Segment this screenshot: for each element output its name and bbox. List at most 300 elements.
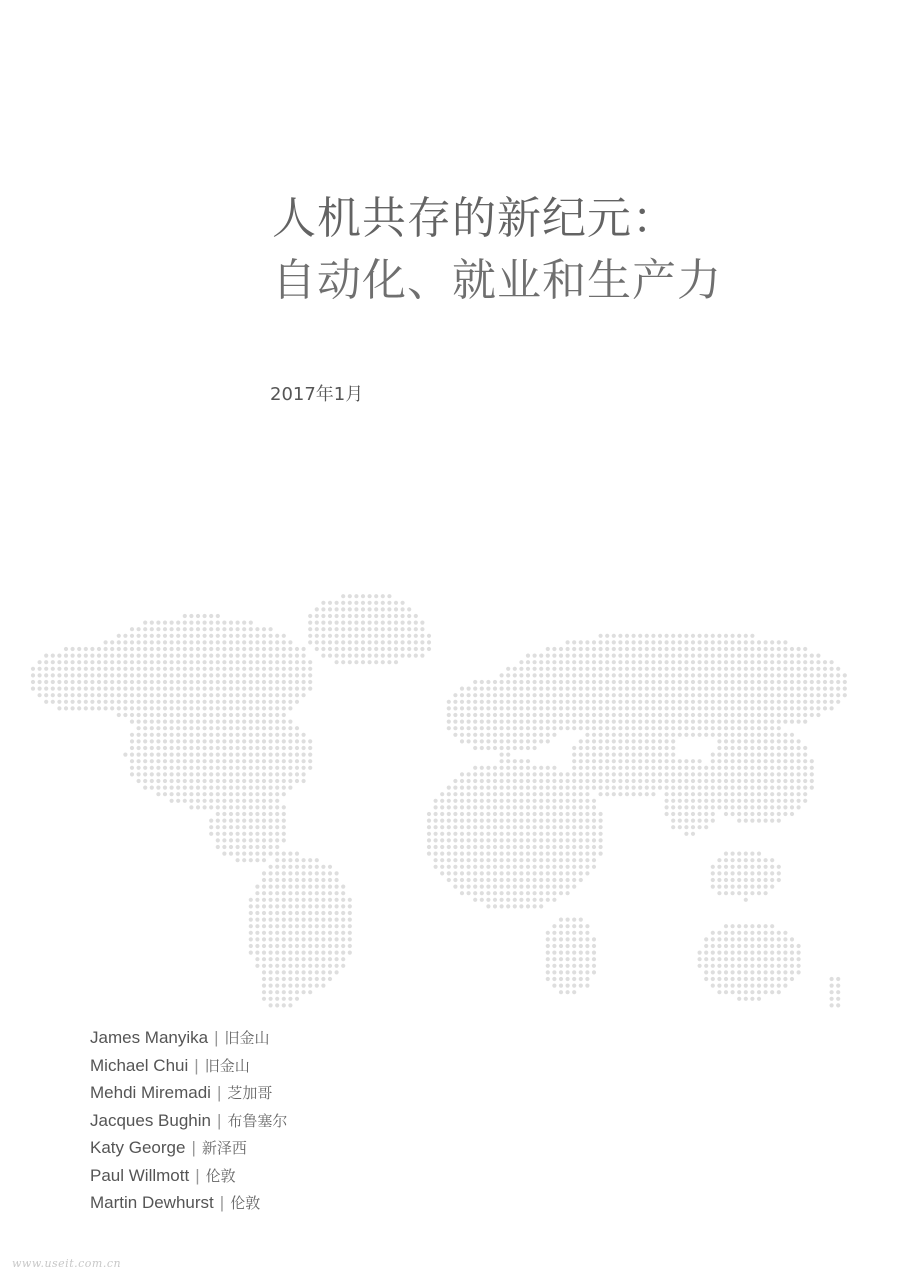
map-dot	[308, 858, 312, 862]
map-dot	[249, 825, 253, 829]
map-dot	[348, 594, 352, 598]
map-dot	[579, 766, 583, 770]
map-dot	[447, 700, 451, 704]
map-dot	[823, 667, 827, 671]
map-dot	[242, 693, 246, 697]
map-dot	[229, 640, 233, 644]
map-dot	[229, 852, 233, 856]
map-dot	[724, 792, 728, 796]
map-dot	[282, 931, 286, 935]
map-dot	[750, 924, 754, 928]
map-dot	[282, 984, 286, 988]
map-dot	[632, 706, 636, 710]
map-dot	[592, 970, 596, 974]
map-dot	[57, 700, 61, 704]
map-dot	[480, 746, 484, 750]
map-dot	[255, 673, 259, 677]
map-dot	[467, 792, 471, 796]
map-dot	[328, 937, 332, 941]
author-name: Katy George	[90, 1138, 186, 1157]
map-dot	[123, 660, 127, 664]
map-dot	[189, 614, 193, 618]
map-dot	[744, 970, 748, 974]
map-dot	[770, 720, 774, 724]
map-dot	[315, 970, 319, 974]
map-dot	[737, 640, 741, 644]
map-dot	[797, 957, 801, 961]
map-dot	[625, 772, 629, 776]
map-dot	[731, 766, 735, 770]
map-dot	[137, 667, 141, 671]
map-dot	[282, 964, 286, 968]
map-dot	[790, 786, 794, 790]
map-dot	[288, 984, 292, 988]
map-dot	[513, 739, 517, 743]
map-dot	[698, 792, 702, 796]
map-dot	[764, 878, 768, 882]
map-dot	[222, 766, 226, 770]
author-name: Paul Willmott	[90, 1165, 190, 1185]
map-dot	[539, 832, 543, 836]
map-dot	[665, 673, 669, 677]
map-dot	[764, 766, 768, 770]
map-dot	[460, 720, 464, 724]
map-dot	[579, 706, 583, 710]
map-dot	[618, 680, 622, 684]
map-dot	[183, 687, 187, 691]
map-dot	[216, 819, 220, 823]
map-dot	[315, 634, 319, 638]
map-dot	[605, 640, 609, 644]
map-dot	[711, 687, 715, 691]
map-dot	[526, 687, 530, 691]
map-dot	[724, 924, 728, 928]
map-dot	[803, 693, 807, 697]
map-dot	[810, 759, 814, 763]
map-dot	[572, 766, 576, 770]
map-dot	[77, 680, 81, 684]
map-dot	[460, 687, 464, 691]
map-dot	[612, 753, 616, 757]
map-dot	[249, 746, 253, 750]
map-dot	[269, 898, 273, 902]
map-dot	[737, 984, 741, 988]
map-dot	[830, 706, 834, 710]
map-dot	[684, 792, 688, 796]
map-dot	[803, 766, 807, 770]
map-dot	[236, 825, 240, 829]
map-dot	[143, 759, 147, 763]
map-dot	[559, 885, 563, 889]
map-dot	[731, 706, 735, 710]
map-dot	[519, 825, 523, 829]
map-dot	[64, 667, 68, 671]
map-dot	[242, 819, 246, 823]
map-dot	[242, 627, 246, 631]
map-dot	[770, 779, 774, 783]
author-item	[90, 1107, 287, 1135]
map-dot	[203, 799, 207, 803]
map-dot	[447, 878, 451, 882]
map-dot	[645, 654, 649, 658]
map-dot	[731, 812, 735, 816]
map-dot	[526, 904, 530, 908]
map-dot	[249, 898, 253, 902]
map-dot	[665, 733, 669, 737]
map-dot	[750, 977, 754, 981]
map-dot	[770, 819, 774, 823]
map-dot	[816, 673, 820, 677]
map-dot	[328, 865, 332, 869]
map-dot	[302, 733, 306, 737]
map-dot	[599, 720, 603, 724]
map-dot	[368, 654, 372, 658]
map-dot	[599, 726, 603, 730]
map-dot	[552, 792, 556, 796]
map-dot	[559, 720, 563, 724]
map-dot	[209, 693, 213, 697]
map-dot	[229, 786, 233, 790]
map-dot	[737, 746, 741, 750]
map-dot	[539, 693, 543, 697]
map-dot	[519, 832, 523, 836]
map-dot	[242, 772, 246, 776]
map-dot	[473, 713, 477, 717]
map-dot	[321, 885, 325, 889]
map-dot	[163, 693, 167, 697]
map-dot	[698, 786, 702, 790]
map-dot	[559, 693, 563, 697]
map-dot	[737, 852, 741, 856]
map-dot	[717, 878, 721, 882]
map-dot	[137, 739, 141, 743]
map-dot	[222, 845, 226, 849]
map-dot	[559, 951, 563, 955]
map-dot	[790, 970, 794, 974]
map-dot	[684, 832, 688, 836]
map-dot	[315, 878, 319, 882]
map-dot	[242, 746, 246, 750]
map-dot	[552, 693, 556, 697]
map-dot	[84, 706, 88, 710]
map-dot	[618, 700, 622, 704]
map-dot	[242, 634, 246, 638]
map-dot	[500, 733, 504, 737]
map-dot	[163, 680, 167, 684]
map-dot	[262, 720, 266, 724]
map-dot	[467, 845, 471, 849]
map-dot	[803, 720, 807, 724]
map-dot	[473, 792, 477, 796]
map-dot	[559, 687, 563, 691]
map-dot	[236, 680, 240, 684]
map-dot	[236, 819, 240, 823]
map-dot	[236, 792, 240, 796]
map-dot	[321, 891, 325, 895]
map-dot	[684, 720, 688, 724]
map-dot	[348, 898, 352, 902]
map-dot	[744, 759, 748, 763]
map-dot	[724, 700, 728, 704]
map-dot	[117, 647, 121, 651]
map-dot	[691, 647, 695, 651]
map-dot	[671, 680, 675, 684]
map-dot	[163, 667, 167, 671]
map-dot	[170, 640, 174, 644]
map-dot	[348, 924, 352, 928]
map-dot	[282, 1003, 286, 1007]
map-dot	[724, 647, 728, 651]
map-dot	[203, 687, 207, 691]
map-dot	[678, 812, 682, 816]
map-dot	[321, 607, 325, 611]
map-dot	[262, 706, 266, 710]
map-dot	[566, 687, 570, 691]
map-dot	[302, 753, 306, 757]
map-dot	[651, 766, 655, 770]
map-dot	[698, 706, 702, 710]
map-dot	[552, 865, 556, 869]
map-dot	[731, 871, 735, 875]
map-dot	[750, 660, 754, 664]
map-dot	[156, 680, 160, 684]
map-dot	[275, 759, 279, 763]
map-dot	[249, 673, 253, 677]
map-dot	[764, 693, 768, 697]
map-dot	[579, 700, 583, 704]
map-dot	[599, 779, 603, 783]
map-dot	[308, 984, 312, 988]
map-dot	[585, 687, 589, 691]
map-dot	[150, 733, 154, 737]
map-dot	[64, 680, 68, 684]
map-dot	[302, 944, 306, 948]
map-dot	[104, 693, 108, 697]
map-dot	[242, 713, 246, 717]
map-dot	[724, 713, 728, 717]
map-dot	[506, 898, 510, 902]
map-dot	[460, 739, 464, 743]
map-dot	[572, 779, 576, 783]
map-dot	[651, 667, 655, 671]
map-dot	[612, 779, 616, 783]
map-dot	[566, 819, 570, 823]
map-dot	[770, 726, 774, 730]
map-dot	[110, 680, 114, 684]
map-dot	[374, 634, 378, 638]
map-dot	[816, 713, 820, 717]
map-dot	[90, 687, 94, 691]
map-dot	[546, 871, 550, 875]
map-dot	[387, 607, 391, 611]
map-dot	[500, 746, 504, 750]
map-dot	[513, 865, 517, 869]
map-dot	[196, 805, 200, 809]
map-dot	[368, 607, 372, 611]
map-dot	[691, 660, 695, 664]
map-dot	[566, 937, 570, 941]
map-dot	[559, 825, 563, 829]
map-dot	[189, 779, 193, 783]
map-dot	[269, 687, 273, 691]
map-dot	[526, 680, 530, 684]
map-dot	[282, 812, 286, 816]
map-dot	[493, 779, 497, 783]
map-dot	[744, 766, 748, 770]
map-dot	[275, 937, 279, 941]
map-dot	[216, 733, 220, 737]
map-dot	[137, 713, 141, 717]
map-dot	[137, 700, 141, 704]
map-dot	[757, 667, 761, 671]
map-dot	[790, 647, 794, 651]
map-dot	[599, 739, 603, 743]
map-dot	[308, 911, 312, 915]
map-dot	[137, 759, 141, 763]
map-dot	[678, 772, 682, 776]
map-dot	[750, 858, 754, 862]
map-dot	[513, 700, 517, 704]
map-dot	[262, 904, 266, 908]
map-dot	[473, 852, 477, 856]
map-dot	[599, 706, 603, 710]
map-dot	[381, 654, 385, 658]
map-dot	[632, 772, 636, 776]
map-dot	[717, 739, 721, 743]
map-dot	[810, 673, 814, 677]
map-dot	[684, 693, 688, 697]
map-dot	[427, 825, 431, 829]
map-dot	[506, 799, 510, 803]
map-dot	[288, 970, 292, 974]
map-dot	[216, 720, 220, 724]
map-dot	[592, 832, 596, 836]
map-dot	[526, 654, 530, 658]
map-dot	[249, 786, 253, 790]
map-dot	[539, 706, 543, 710]
map-dot	[566, 832, 570, 836]
map-dot	[341, 891, 345, 895]
map-dot	[757, 759, 761, 763]
map-dot	[704, 693, 708, 697]
map-dot	[302, 647, 306, 651]
map-dot	[453, 693, 457, 697]
map-dot	[249, 693, 253, 697]
map-dot	[691, 680, 695, 684]
map-dot	[810, 713, 814, 717]
map-dot	[255, 700, 259, 704]
map-dot	[328, 878, 332, 882]
map-dot	[770, 759, 774, 763]
map-dot	[539, 805, 543, 809]
map-dot	[414, 647, 418, 651]
map-dot	[737, 759, 741, 763]
map-dot	[341, 931, 345, 935]
map-dot	[77, 700, 81, 704]
map-dot	[229, 660, 233, 664]
map-dot	[150, 634, 154, 638]
map-dot	[599, 766, 603, 770]
map-dot	[506, 739, 510, 743]
map-dot	[803, 667, 807, 671]
map-dot	[737, 779, 741, 783]
map-dot	[770, 990, 774, 994]
map-dot	[783, 693, 787, 697]
map-dot	[711, 654, 715, 658]
map-dot	[810, 772, 814, 776]
map-dot	[302, 746, 306, 750]
map-dot	[170, 786, 174, 790]
map-dot	[117, 667, 121, 671]
map-dot	[658, 693, 662, 697]
map-dot	[282, 957, 286, 961]
map-dot	[150, 726, 154, 730]
map-dot	[717, 746, 721, 750]
map-dot	[632, 739, 636, 743]
map-dot	[288, 766, 292, 770]
map-dot	[420, 654, 424, 658]
map-dot	[209, 779, 213, 783]
map-dot	[539, 680, 543, 684]
map-dot	[731, 799, 735, 803]
map-dot	[843, 680, 847, 684]
author-city: 新泽西	[201, 1139, 247, 1157]
map-dot	[493, 852, 497, 856]
map-dot	[64, 706, 68, 710]
world-dot-map-icon	[25, 575, 885, 1015]
map-dot	[572, 838, 576, 842]
map-dot	[592, 654, 596, 658]
map-dot	[302, 931, 306, 935]
map-dot	[143, 766, 147, 770]
map-dot	[176, 627, 180, 631]
map-dot	[374, 601, 378, 605]
map-dot	[585, 924, 589, 928]
map-dot	[691, 713, 695, 717]
map-dot	[255, 898, 259, 902]
map-dot	[764, 647, 768, 651]
map-dot	[559, 680, 563, 684]
map-dot	[242, 759, 246, 763]
map-dot	[460, 805, 464, 809]
map-dot	[236, 759, 240, 763]
map-dot	[770, 951, 774, 955]
map-dot	[671, 772, 675, 776]
map-dot	[407, 654, 411, 658]
map-dot	[757, 720, 761, 724]
map-dot	[605, 687, 609, 691]
map-dot	[579, 726, 583, 730]
map-dot	[255, 739, 259, 743]
map-dot	[315, 911, 319, 915]
map-dot	[170, 706, 174, 710]
map-dot	[249, 805, 253, 809]
map-dot	[671, 799, 675, 803]
map-dot	[302, 984, 306, 988]
map-dot	[836, 673, 840, 677]
map-dot	[170, 733, 174, 737]
map-dot	[453, 700, 457, 704]
map-dot	[559, 878, 563, 882]
map-dot	[546, 687, 550, 691]
map-dot	[711, 667, 715, 671]
map-dot	[275, 792, 279, 796]
map-dot	[467, 891, 471, 895]
map-dot	[236, 838, 240, 842]
map-dot	[823, 687, 827, 691]
map-dot	[632, 759, 636, 763]
map-dot	[823, 693, 827, 697]
